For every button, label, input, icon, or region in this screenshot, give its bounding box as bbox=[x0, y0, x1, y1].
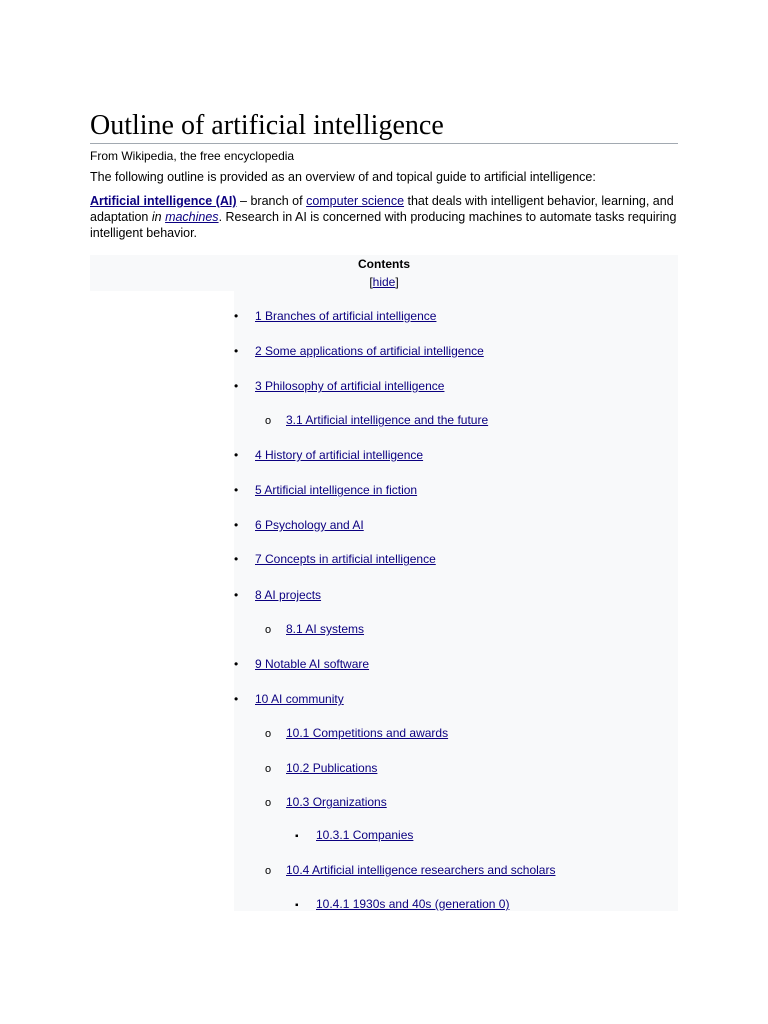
toc-bullet bbox=[234, 343, 238, 359]
toc-item-link[interactable]: 5 Artificial intelligence in fiction bbox=[255, 483, 418, 497]
lead-paragraph bbox=[90, 193, 680, 241]
toc-item-link[interactable]: 6 Psychology and AI bbox=[255, 518, 364, 532]
computer-science-link[interactable]: computer science bbox=[306, 194, 405, 208]
toc-bullet bbox=[234, 691, 238, 707]
toc-bullet bbox=[295, 827, 299, 845]
toc-bullet bbox=[265, 412, 271, 429]
toc-bullet bbox=[234, 447, 238, 463]
toc-item-link[interactable]: 10.1 Competitions and awards bbox=[286, 726, 449, 740]
toc-bullet bbox=[265, 862, 271, 879]
toc-toggle-open-bracket: [ bbox=[369, 275, 373, 289]
toc-item-link[interactable]: 7 Concepts in artificial intelligence bbox=[255, 552, 436, 566]
lead-text-italic: in bbox=[151, 210, 166, 224]
toc-hide-link[interactable]: hide bbox=[372, 275, 396, 289]
toc-bullet bbox=[234, 551, 238, 567]
title-divider bbox=[90, 143, 678, 144]
toc-bullet bbox=[234, 517, 238, 533]
toc-item-link[interactable]: 3.1 Artificial intelligence and the future bbox=[286, 413, 489, 427]
toc-toggle bbox=[90, 274, 678, 290]
toc-bullet bbox=[295, 896, 299, 914]
lead-text-4: . Research in AI is concerned with producing machines to automate tasks requiring intelligent behavior. bbox=[90, 210, 677, 240]
toc-item-link[interactable]: 10.3.1 Companies bbox=[316, 828, 414, 842]
toc-bullet bbox=[234, 308, 238, 324]
lead-text-1: – branch of bbox=[236, 194, 307, 208]
toc-bullet bbox=[265, 725, 271, 742]
toc-bullet bbox=[265, 621, 271, 638]
toc-item-link[interactable]: 9 Notable AI software bbox=[255, 657, 370, 671]
intro-paragraph: The following outline is provided as an overview of and topical guide to artificial intelligence: bbox=[90, 170, 596, 184]
toc-bullet bbox=[265, 794, 271, 811]
toc-item-link[interactable]: 10.4.1 1930s and 40s (generation 0) bbox=[316, 897, 510, 911]
toc-bullet bbox=[234, 587, 238, 603]
toc-item-link[interactable]: 10.2 Publications bbox=[286, 761, 378, 775]
toc-title: Contents bbox=[358, 257, 410, 271]
ai-term-link[interactable]: Artificial intelligence (AI) bbox=[90, 194, 237, 208]
toc-bullet bbox=[265, 760, 271, 777]
machines-link[interactable]: machines bbox=[165, 210, 219, 224]
toc-bullet bbox=[234, 656, 238, 672]
toc-toggle-close-bracket: ] bbox=[395, 275, 399, 289]
toc-item-link[interactable]: 10.4 Artificial intelligence researchers and scholars bbox=[286, 863, 556, 877]
toc-item-link[interactable]: 2 Some applications of artificial intelligence bbox=[255, 344, 484, 358]
toc-item-link[interactable]: 1 Branches of artificial intelligence bbox=[255, 309, 437, 323]
toc-item-link[interactable]: 10 AI community bbox=[255, 692, 344, 706]
toc-item-link[interactable]: 8 AI projects bbox=[255, 588, 322, 602]
toc-item-link[interactable]: 8.1 AI systems bbox=[286, 622, 365, 636]
lead-text-2: that deals with intelligent behavior, learning, and adaptation bbox=[90, 194, 674, 224]
toc-item-link[interactable]: 10.3 Organizations bbox=[286, 795, 387, 809]
page-title: Outline of artificial intelligence bbox=[90, 110, 444, 141]
toc-item-link[interactable]: 3 Philosophy of artificial intelligence bbox=[255, 379, 445, 393]
toc-item-link[interactable]: 4 History of artificial intelligence bbox=[255, 448, 424, 462]
toc-bullet bbox=[234, 482, 238, 498]
toc-bullet bbox=[234, 378, 238, 394]
site-tagline: From Wikipedia, the free encyclopedia bbox=[90, 149, 295, 163]
